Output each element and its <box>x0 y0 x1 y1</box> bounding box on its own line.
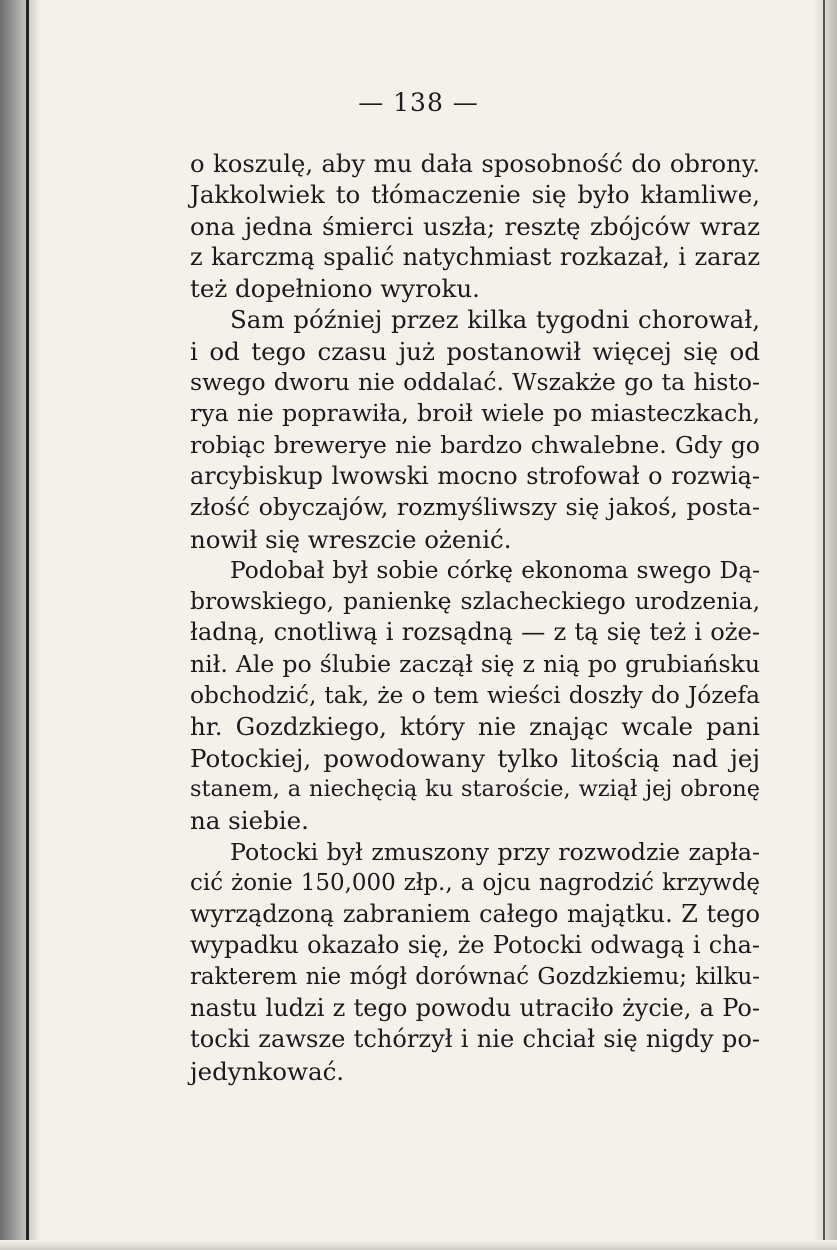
page-number: — 138 — <box>358 88 479 117</box>
text-line: Potocki był zmuszony przy rozwodzie zapła- <box>230 837 760 866</box>
page-right-edge-line <box>823 0 825 1250</box>
binding-edge-line <box>26 0 29 1250</box>
text-line: tocki zawsze tchórzył i nie chciał się nigdy po- <box>190 1025 760 1054</box>
text-line: Sam później przez kilka tygodni chorował, <box>230 305 760 335</box>
text-line: jedynkować. <box>190 1056 345 1086</box>
text-line: o koszulę, aby mu dała sposobność do obrony. <box>190 149 760 178</box>
text-line: też dopełniono wyroku. <box>190 274 480 304</box>
text-line: wyrządzoną zabraniem całego majątku. Z tego <box>190 900 760 929</box>
text-line: obchodzić, tak, że o tem wieści doszły do Józefa <box>190 681 760 710</box>
text-line: ładną, cnotliwą i rozsądną — z tą się też i oże- <box>190 618 760 647</box>
text-line: wypadku okazało się, że Potocki odwagą i cha- <box>190 931 760 960</box>
text-line: swego dworu nie oddalać. Wszakże go ta histo- <box>190 368 760 397</box>
text-line: z karczmą spalić natychmiast rozkazał, i zaraz <box>190 242 760 271</box>
text-line: browskiego, panienkę szlacheckiego urodzenia, <box>190 587 760 616</box>
text-line: arcybiskup lwowski mocno strofował o rozwią- <box>190 461 760 490</box>
body-text <box>190 148 760 1087</box>
text-line: stanem, a niechęcią ku staroście, wziął jej obronę <box>190 775 760 802</box>
text-line: Jakkolwiek to tłómaczenie się było kłamliwe, <box>190 180 760 210</box>
text-line: robiąc brewerye nie bardzo chwalebne. Gdy go <box>190 430 760 459</box>
text-line: cić żonie 150,000 złp., a ojcu nagrodzić krzywdę <box>190 869 760 896</box>
text-line: nastu ludzi z tego powodu utraciło życie, a Po- <box>190 994 760 1023</box>
page-bottom-edge <box>0 1240 837 1250</box>
text-line: i od tego czasu już postanowił więcej się od <box>190 336 760 366</box>
text-line: Podobał był sobie córkę ekonoma swego Dą- <box>230 555 760 584</box>
text-line: Potockiej, powodowany tylko litością nad jej <box>190 743 760 773</box>
text-line: rya nie poprawiła, broił wiele po miasteczkach, <box>190 399 760 428</box>
text-line: na siebie. <box>190 806 309 836</box>
binding-gutter <box>0 0 40 1250</box>
text-line: nowił się wreszcie ożenić. <box>190 524 512 554</box>
text-line: rakterem nie mógł dorównać Gozdzkiemu; kilku- <box>190 963 760 990</box>
text-line: ona jedna śmierci uszła; resztę zbójców wraz <box>190 211 760 241</box>
page-right-edge <box>813 0 837 1250</box>
text-line: nił. Ale po ślubie zaczął się z nią po grubiańsku <box>190 649 760 678</box>
text-line: hr. Gozdzkiego, który nie znając wcale pani <box>190 712 760 742</box>
text-line: złość obyczajów, rozmyśliwszy się jakoś, posta- <box>190 493 760 522</box>
